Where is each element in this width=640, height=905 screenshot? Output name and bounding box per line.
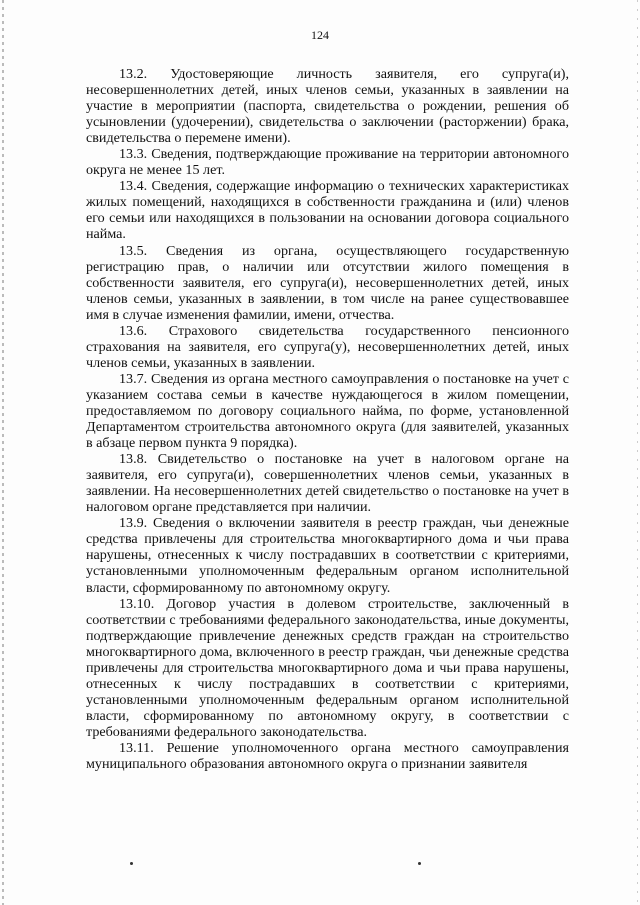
paragraph-13-3: 13.3. Сведения, подтверждающие проживание на территории автономного округа не менее 15 лет. — [86, 146, 569, 179]
scan-dot-left — [130, 862, 133, 865]
page-number: 124 — [311, 28, 329, 42]
paragraph-13-10: 13.10. Договор участия в долевом строительстве, заключенный в соответствии с требованиями федерального законодательства, иные документы, подтверждающие привлечение денежных средств граждан на строительство многоквартирного дома, включенного в реестр граждан, чьи денежные средства привлечены для строительства многоквартирного дома и чьи права нарушены, отнесенных к числу пострадавших в соответствии с критериями, установленными уполномоченным федеральным органом исполнительной власти, сформированному по автономному округу, в соответствии с требованиями федерального законодательства. — [86, 595, 569, 740]
paragraph-13-11: 13.11. Решение уполномоченного органа местного самоуправления муниципального образования автономного округа о признании заявителя — [86, 739, 569, 773]
paragraph-13-7: 13.7. Сведения из органа местного самоуправления о постановке на учет с указанием состава семьи в качестве нуждающегося в жилом помещении, предоставляемом по договору социального найма, по форме, установленной Департаментом строительства автономного округа (для заявителей, указанных в абзаце первом пункта 9 порядка). — [86, 370, 569, 452]
paragraph-13-2: 13.2. Удостоверяющие личность заявителя, его супруга(и), несовершеннолетних детей, иных членов семьи, указанных в заявлении на участие в мероприятии (паспорта, свидетельства о рождении, решения об усыновлении (удочерении), свидетельства о заключении (расторжении) брака, свидетельства о перемене имени). — [86, 66, 569, 147]
scan-edge-right — [637, 0, 638, 905]
paragraph-13-9: 13.9. Сведения о включении заявителя в реестр граждан, чьи денежные средства привлечены для строительства многоквартирного дома и чьи права нарушены, отнесенных к числу пострадавших в соответствии с критериями, установленными уполномоченным федеральным органом исполнительной власти, сформированному по автономному округу. — [86, 515, 569, 596]
document-body — [86, 66, 569, 772]
paragraph-13-8: 13.8. Свидетельство о постановке на учет в налоговом органе на заявителя, его супруга(и), совершеннолетних членов семьи, указанных в заявлении. На несовершеннолетних детей свидетельство о постановке на учет в налоговом органе представляется при наличии. — [86, 451, 569, 516]
scan-edge-left — [2, 0, 4, 905]
scan-dot-right — [418, 862, 421, 865]
paragraph-13-5: 13.5. Сведения из органа, осуществляющего государственную регистрацию прав, о наличии или отсутствии жилого помещения в собственности заявителя, его супруга(и), несовершеннолетних детей, иных членов семьи, указанных в заявлении, в том числе на ранее существовавшее имя в случае изменения фамилии, имени, отчества. — [86, 242, 569, 323]
paragraph-13-6: 13.6. Страхового свидетельства государственного пенсионного страхования на заявителя, его супруга(у), несовершеннолетних детей, иных членов семьи, указанных в заявлении. — [86, 322, 569, 371]
paragraph-13-4: 13.4. Сведения, содержащие информацию о технических характеристиках жилых помещений, находящихся в собственности гражданина и (или) членов его семьи или находящихся в пользовании на основании договора социального найма. — [86, 178, 569, 243]
